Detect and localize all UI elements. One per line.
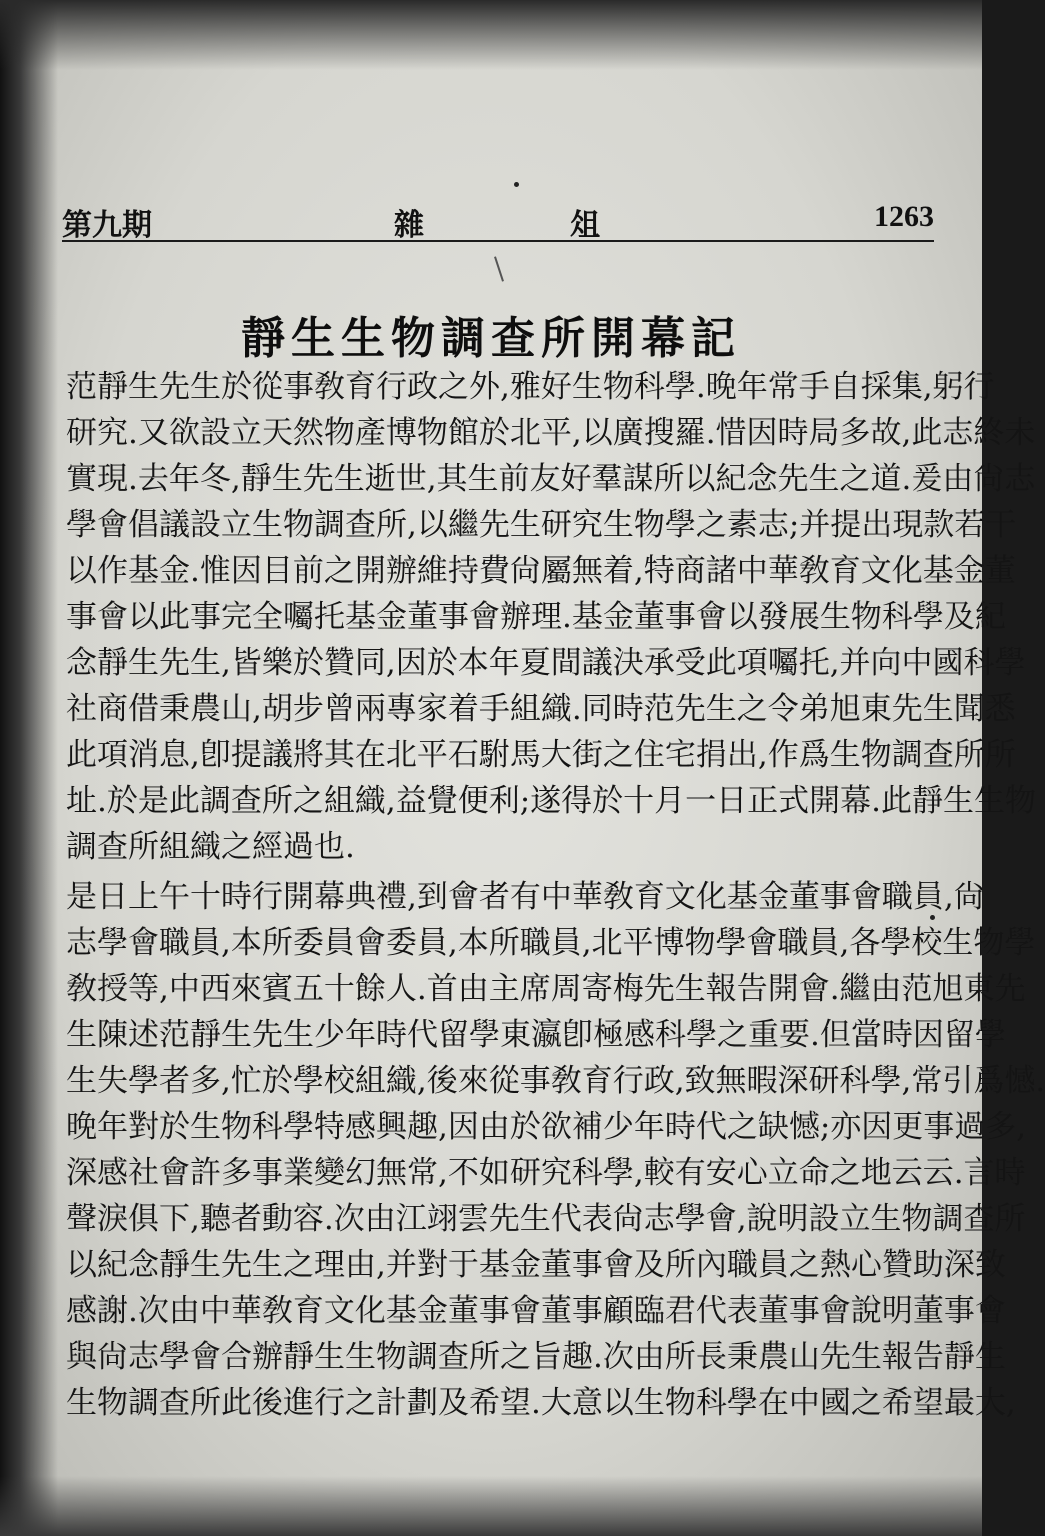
paragraph-1-line: 范靜生先生於從事敎育行政之外,雅好生物科學.晚年常手自採集,躬行 <box>66 369 995 405</box>
paragraph-1-line: 事會以此事完全囑托基金董事會辦理.基金董事會以發展生物科學及紀 <box>66 599 1006 635</box>
paragraph-2-line: 生陳述范靜生先生少年時代留學東瀛卽極感科學之重要.但當時因留學 <box>66 1017 1006 1053</box>
paragraph-1-line: 址.於是此調查所之組織,益覺便利;遂得於十月一日正式開幕.此靜生生物 <box>66 783 1037 819</box>
paragraph-2-line: 生物調查所此後進行之計劃及希望.大意以生物科學在中國之希望最大, <box>66 1385 1016 1421</box>
top-edge-shadow <box>0 0 982 70</box>
ink-speck <box>514 182 519 187</box>
article-title: 靜生生物調查所開幕記 <box>241 313 741 364</box>
paragraph-2-line: 是日上午十時行開幕典禮,到會者有中華敎育文化基金董事會職員,尙 <box>66 879 985 915</box>
paragraph-1-line: 研究.又欲設立天然物產博物館於北平,以廣搜羅.惜因時局多故,此志終未 <box>66 415 1036 451</box>
print-scratch <box>494 256 504 281</box>
bottom-edge-shadow <box>0 1476 982 1536</box>
paragraph-2-line: 晚年對於生物科學特感興趣,因由於欲補少年時代之缺憾;亦因更事過多, <box>66 1109 1027 1145</box>
paragraph-2-line: 深感社會許多事業變幻無常,不如研究科學,較有安心立命之地云云.言時 <box>66 1155 1026 1191</box>
paragraph-2-line: 以紀念靜生先生之理由,并對于基金董事會及所內職員之熱心贊助深致 <box>66 1247 1006 1283</box>
paragraph-1-line: 調查所組織之經過也. <box>66 829 355 865</box>
paragraph-1-line: 念靜生先生,皆樂於贊同,因於本年夏間議決承受此項囑托,并向中國科學 <box>66 645 1026 681</box>
paragraph-2-line: 敎授等,中西來賓五十餘人.首由主席周寄梅先生報告開會.繼由范旭東先 <box>66 971 1026 1007</box>
paragraph-2-line: 志學會職員,本所委員會委員,本所職員,北平博物學會職員,各學校生物學 <box>66 925 1036 961</box>
paragraph-2-line: 生失學者多,忙於學校組織,後來從事敎育行政,致無暇深研科學,常引爲憾. <box>66 1063 1045 1099</box>
paragraph-1-line: 實現.去年冬,靜生先生逝世,其生前友好羣謀所以紀念先生之道.爰由尙志 <box>66 461 1036 497</box>
issue-number: 第九期 <box>62 208 152 243</box>
paragraph-2-line: 感謝.次由中華敎育文化基金董事會董事顧臨君代表董事會說明董事會 <box>66 1293 1006 1329</box>
page-number: 1263 <box>874 200 934 233</box>
paragraph-2-line: 與尙志學會合辦靜生生物調查所之旨趣.次由所長秉農山先生報告靜生 <box>66 1339 1006 1375</box>
binding-shadow <box>0 0 58 1536</box>
section-title-part2: 俎 <box>570 208 600 243</box>
paragraph-1-line: 以作基金.惟因目前之開辦維持費尙屬無着,特商諸中華敎育文化基金董 <box>66 553 1016 589</box>
paragraph-1-line: 此項消息,卽提議將其在北平石駙馬大街之住宅捐出,作爲生物調查所所 <box>66 737 1016 773</box>
paragraph-1-line: 學會倡議設立生物調查所,以繼先生研究生物學之素志;并提出現款若干 <box>66 507 1017 543</box>
section-title-part1: 雜 <box>394 208 424 243</box>
paragraph-1-line: 社商借秉農山,胡步曾兩專家着手組織.同時范先生之令弟旭東先生聞悉 <box>66 691 1016 727</box>
paragraph-2-line: 聲淚俱下,聽者動容.次由江翊雲先生代表尙志學會,說明設立生物調查所 <box>66 1201 1026 1237</box>
running-header <box>62 196 934 242</box>
